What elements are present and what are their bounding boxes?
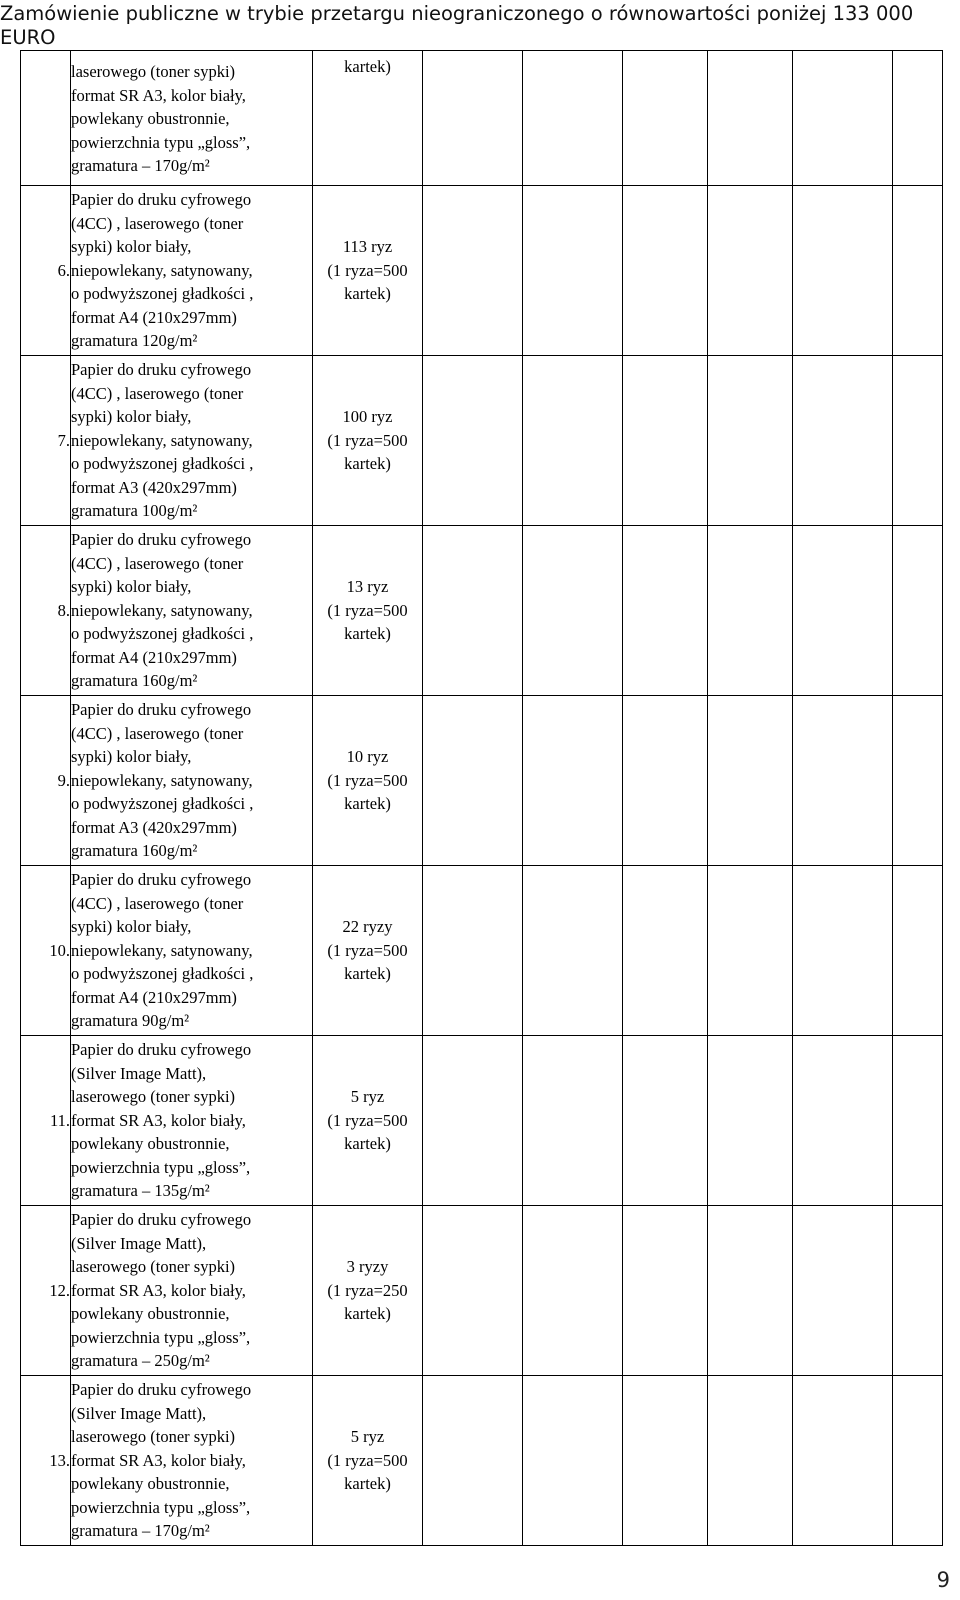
empty-cell (708, 356, 793, 526)
empty-cell (523, 356, 623, 526)
item-quantity: 22 ryzy (1 ryza=500 kartek) (313, 866, 423, 1036)
row-number (21, 51, 71, 186)
item-quantity: 100 ryz (1 ryza=500 kartek) (313, 356, 423, 526)
empty-cell (793, 1036, 893, 1206)
table-row (21, 696, 943, 866)
item-quantity: 13 ryz (1 ryza=500 kartek) (313, 526, 423, 696)
empty-cell (423, 866, 523, 1036)
empty-cell (793, 696, 893, 866)
empty-cell (523, 1036, 623, 1206)
empty-cell (523, 866, 623, 1036)
items-table (20, 50, 943, 1546)
item-description: Papier do druku cyfrowego (Silver Image Matt), laserowego (toner sypki) format SR A3, kolor biały, powlekany obustronnie, powierzchnia typu „gloss”, gramatura – 250g/m² (71, 1206, 313, 1376)
table-row (21, 356, 943, 526)
item-quantity: 5 ryz (1 ryza=500 kartek) (313, 1376, 423, 1546)
empty-cell (793, 356, 893, 526)
empty-cell (623, 526, 708, 696)
empty-cell (523, 1376, 623, 1546)
table-row (21, 1206, 943, 1376)
table-row (21, 186, 943, 356)
empty-cell (523, 51, 623, 186)
row-number: 7. (21, 356, 71, 526)
item-description: Papier do druku cyfrowego (4CC) , laserowego (toner sypki) kolor biały, niepowlekany, satynowany, o podwyższonej gładkości , format A4 (210x297mm) gramatura 90g/m² (71, 866, 313, 1036)
table-row (21, 1036, 943, 1206)
row-number: 10. (21, 866, 71, 1036)
empty-cell (708, 866, 793, 1036)
empty-cell (523, 186, 623, 356)
item-description: laserowego (toner sypki) format SR A3, kolor biały, powlekany obustronnie, powierzchnia typu „gloss”, gramatura – 170g/m² (71, 51, 313, 186)
item-description: Papier do druku cyfrowego (4CC) , laserowego (toner sypki) kolor biały, niepowlekany, satynowany, o podwyższonej gładkości , format A3 (420x297mm) gramatura 160g/m² (71, 696, 313, 866)
empty-cell (793, 1376, 893, 1546)
empty-cell (623, 356, 708, 526)
empty-cell (708, 696, 793, 866)
empty-cell (793, 1206, 893, 1376)
item-quantity: 3 ryzy (1 ryza=250 kartek) (313, 1206, 423, 1376)
empty-cell (623, 696, 708, 866)
empty-cell (423, 696, 523, 866)
empty-cell (423, 186, 523, 356)
empty-cell (623, 186, 708, 356)
item-description: Papier do druku cyfrowego (Silver Image Matt), laserowego (toner sypki) format SR A3, kolor biały, powlekany obustronnie, powierzchnia typu „gloss”, gramatura – 170g/m² (71, 1376, 313, 1546)
page-header: Zamówienie publiczne w trybie przetargu nieograniczonego o równowartości poniżej 133 000 EURO (0, 2, 914, 49)
empty-cell (893, 866, 943, 1036)
empty-cell (523, 1206, 623, 1376)
empty-cell (623, 866, 708, 1036)
empty-cell (423, 1036, 523, 1206)
item-quantity: kartek) (313, 51, 423, 186)
item-quantity: 5 ryz (1 ryza=500 kartek) (313, 1036, 423, 1206)
row-number: 8. (21, 526, 71, 696)
empty-cell (708, 51, 793, 186)
empty-cell (893, 356, 943, 526)
empty-cell (708, 186, 793, 356)
empty-cell (423, 526, 523, 696)
empty-cell (708, 526, 793, 696)
page-number: 9 (936, 1568, 950, 1592)
empty-cell (623, 1036, 708, 1206)
empty-cell (893, 1376, 943, 1546)
row-number: 11. (21, 1036, 71, 1206)
table-row (21, 866, 943, 1036)
empty-cell (893, 696, 943, 866)
item-description: Papier do druku cyfrowego (4CC) , laserowego (toner sypki) kolor biały, niepowlekany, satynowany, o podwyższonej gładkości , format A4 (210x297mm) gramatura 120g/m² (71, 186, 313, 356)
item-quantity: 10 ryz (1 ryza=500 kartek) (313, 696, 423, 866)
empty-cell (793, 186, 893, 356)
empty-cell (523, 526, 623, 696)
empty-cell (793, 51, 893, 186)
row-number: 9. (21, 696, 71, 866)
empty-cell (423, 51, 523, 186)
empty-cell (423, 1206, 523, 1376)
empty-cell (708, 1206, 793, 1376)
empty-cell (423, 356, 523, 526)
row-number: 12. (21, 1206, 71, 1376)
empty-cell (423, 1376, 523, 1546)
item-description: Papier do druku cyfrowego (4CC) , laserowego (toner sypki) kolor biały, niepowlekany, satynowany, o podwyższonej gładkości , format A4 (210x297mm) gramatura 160g/m² (71, 526, 313, 696)
empty-cell (793, 526, 893, 696)
empty-cell (623, 51, 708, 186)
empty-cell (893, 1206, 943, 1376)
row-number: 6. (21, 186, 71, 356)
empty-cell (708, 1036, 793, 1206)
empty-cell (623, 1376, 708, 1546)
item-description: Papier do druku cyfrowego (Silver Image Matt), laserowego (toner sypki) format SR A3, kolor biały, powlekany obustronnie, powierzchnia typu „gloss”, gramatura – 135g/m² (71, 1036, 313, 1206)
table-row (21, 51, 943, 186)
empty-cell (893, 526, 943, 696)
item-description: Papier do druku cyfrowego (4CC) , laserowego (toner sypki) kolor biały, niepowlekany, satynowany, o podwyższonej gładkości , format A3 (420x297mm) gramatura 100g/m² (71, 356, 313, 526)
empty-cell (623, 1206, 708, 1376)
empty-cell (793, 866, 893, 1036)
item-quantity: 113 ryz (1 ryza=500 kartek) (313, 186, 423, 356)
empty-cell (523, 696, 623, 866)
empty-cell (708, 1376, 793, 1546)
empty-cell (893, 1036, 943, 1206)
table-row (21, 526, 943, 696)
row-number: 13. (21, 1376, 71, 1546)
empty-cell (893, 186, 943, 356)
table-row (21, 1376, 943, 1546)
empty-cell (893, 51, 943, 186)
